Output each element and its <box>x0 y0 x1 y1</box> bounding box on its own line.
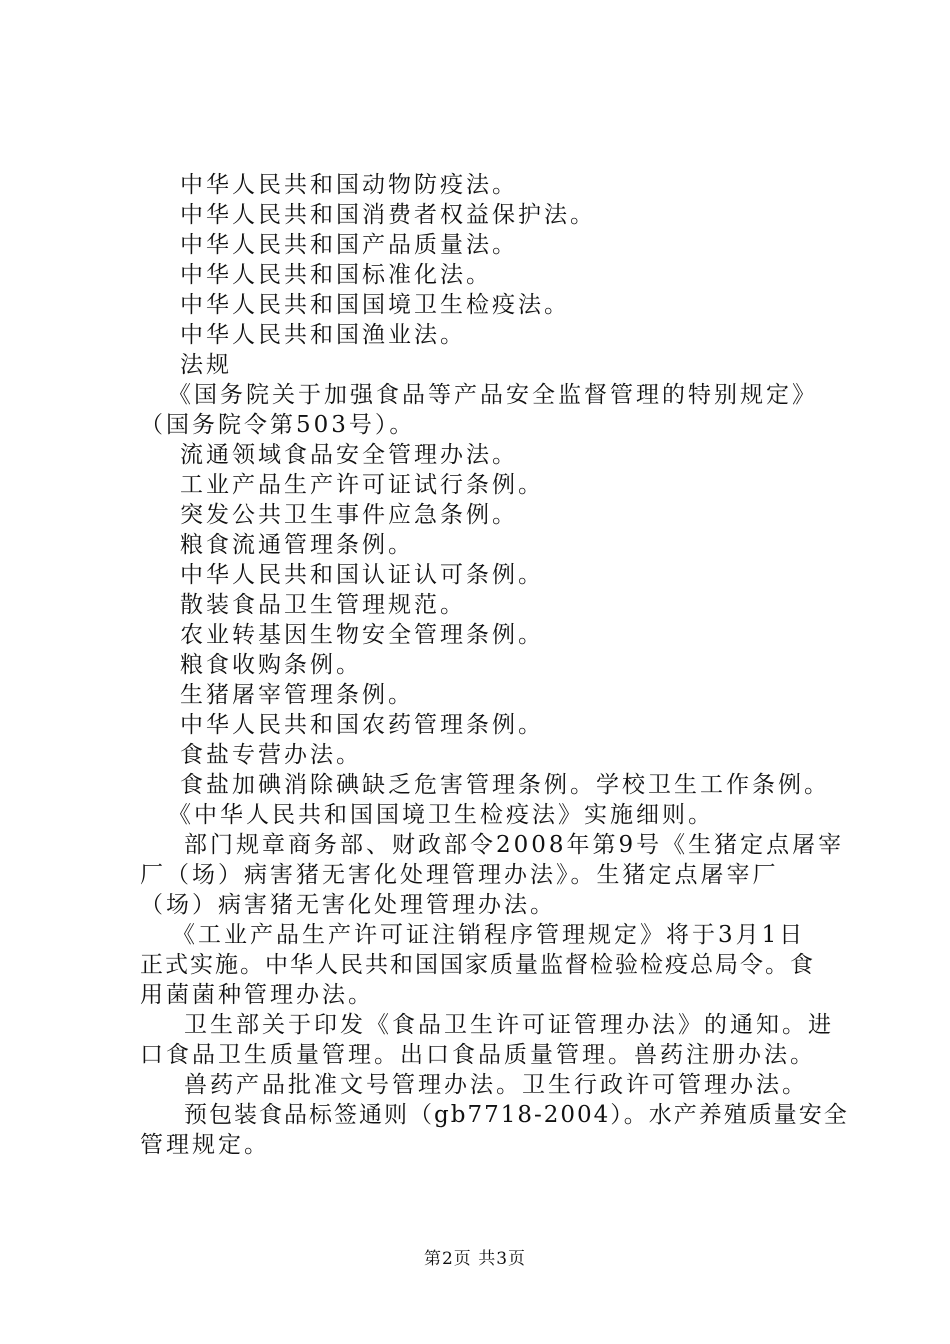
regulation-item: 中华人民共和国农药管理条例。 <box>180 712 544 738</box>
paragraph-line: 预包装食品标签通则（gb7718-2004）。水产养殖质量安全 <box>184 1102 849 1128</box>
law-item: 中华人民共和国消费者权益保护法。 <box>180 202 596 228</box>
paragraph-line: 《工业产品生产许可证注销程序管理规定》将于3月1日 <box>172 922 806 948</box>
paragraph <box>140 1100 849 1160</box>
regulation-item: 《中华人民共和国国境卫生检疫法》实施细则。 <box>168 802 714 828</box>
law-item: 中华人民共和国产品质量法。 <box>180 232 518 258</box>
regulation-item: 食盐加碘消除碘缺乏危害管理条例。学校卫生工作条例。 <box>180 772 830 798</box>
paragraph-line: 口食品卫生质量管理。出口食品质量管理。兽药注册办法。 <box>140 1042 816 1068</box>
paragraph-line: 卫生部关于印发《食品卫生许可证管理办法》的通知。进 <box>184 1012 834 1038</box>
paragraph <box>140 830 845 920</box>
regulation-item: 粮食收购条例。 <box>180 652 362 678</box>
paragraph <box>140 1070 830 1100</box>
paragraph-line: 厂（场）病害猪无害化处理管理办法》。生猪定点屠宰厂 <box>140 862 779 888</box>
regulation-item: 粮食流通管理条例。 <box>180 532 414 558</box>
paragraph-line: （场）病害猪无害化处理管理办法。 <box>140 892 556 918</box>
paragraph <box>140 920 830 1010</box>
law-item: 中华人民共和国标准化法。 <box>180 262 492 288</box>
regulation-item: 散装食品卫生管理规范。 <box>180 592 466 618</box>
regulation-item: 中华人民共和国认证认可条例。 <box>180 562 544 588</box>
paragraph-line: 用菌菌种管理办法。 <box>140 982 374 1008</box>
regulation-title-line: （国务院令第503号）。 <box>140 412 416 438</box>
paragraph-line: 兽药产品批准文号管理办法。卫生行政许可管理办法。 <box>184 1072 808 1098</box>
paragraph-line: 部门规章商务部、财政部令2008年第9号《生猪定点屠宰 <box>184 832 845 858</box>
regulation-item: 流通领域食品安全管理办法。 <box>180 442 518 468</box>
regulation-item: 农业转基因生物安全管理条例。 <box>180 622 544 648</box>
regulation-title-line: 《国务院关于加强食品等产品安全监督管理的特别规定》 <box>168 382 818 408</box>
paragraph-line: 正式实施。中华人民共和国国家质量监督检验检疫总局令。食 <box>140 952 815 978</box>
section-heading: 法规 <box>180 352 232 378</box>
document-body <box>140 170 849 1160</box>
regulation-item: 工业产品生产许可证试行条例。 <box>180 472 544 498</box>
law-item: 中华人民共和国国境卫生检疫法。 <box>180 292 570 318</box>
paragraph <box>140 1010 834 1070</box>
regulation-item: 突发公共卫生事件应急条例。 <box>180 502 518 528</box>
page-number-footer: 第2页 共3页 <box>423 1249 527 1269</box>
law-item: 中华人民共和国动物防疫法。 <box>180 172 518 198</box>
regulation-item: 食盐专营办法。 <box>180 742 362 768</box>
paragraph-line: 管理规定。 <box>140 1132 270 1158</box>
regulation-item: 生猪屠宰管理条例。 <box>180 682 414 708</box>
law-item: 中华人民共和国渔业法。 <box>180 322 466 348</box>
